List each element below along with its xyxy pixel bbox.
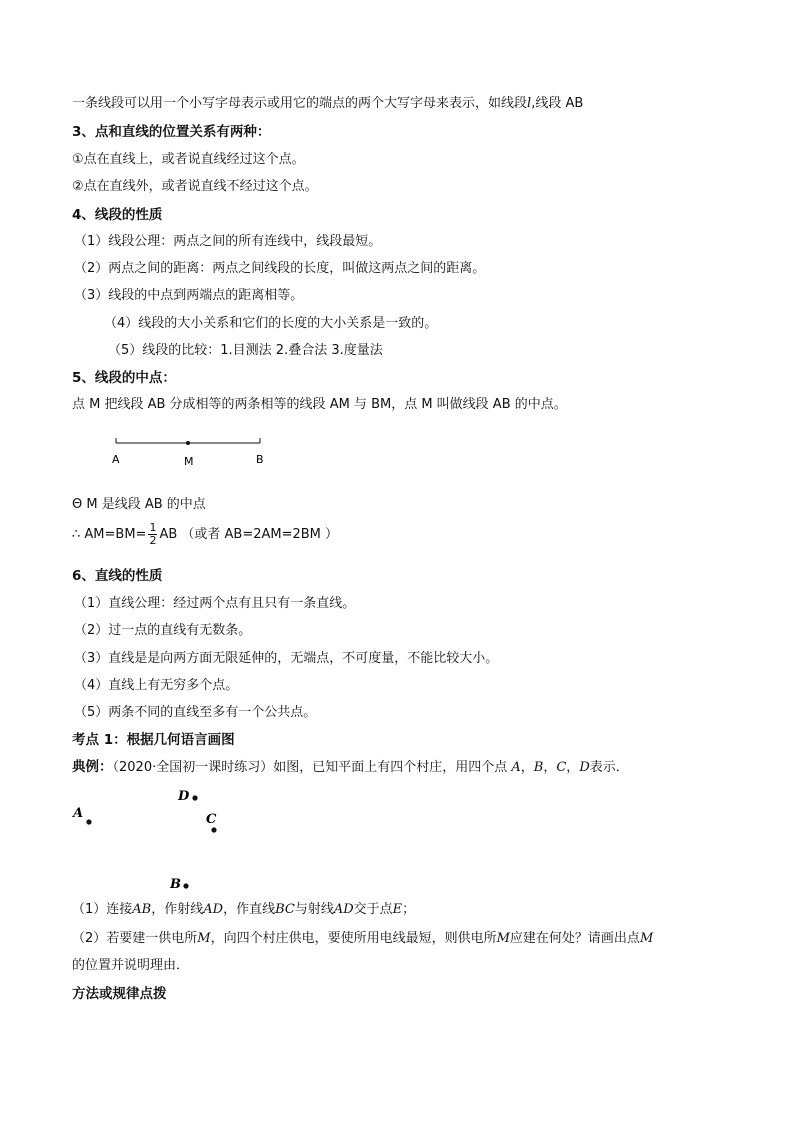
- label-c: C: [206, 812, 217, 827]
- section6-heading: 6、直线的性质: [72, 568, 163, 584]
- section3-heading: 3、点和直线的位置关系有两种：: [72, 124, 271, 140]
- section4-item-3: （3）线段的中点到两端点的距离相等。: [74, 288, 304, 303]
- point-a: [86, 819, 91, 824]
- point-c: [211, 827, 216, 832]
- section4-item-4: （4）线段的大小关系和它们的长度的大小关系是一致的。: [104, 316, 438, 331]
- section6-item-1: （1）直线公理：经过两个点有且只有一条直线。: [74, 596, 356, 611]
- midpoint-m-dot: [186, 441, 190, 445]
- label-d: D: [178, 789, 190, 804]
- label-a-village: A: [73, 806, 84, 821]
- label-m: M: [184, 455, 194, 468]
- question-2: （2）若要建一供电所M，向四个村庄供电，要使所用电线最短，则供电所M应建在何处？请画出点M: [72, 931, 654, 946]
- section4-item-5: （5）线段的比较：1.目测法 2.叠合法 3.度量法: [108, 343, 383, 358]
- point-d: [192, 795, 197, 800]
- fraction-half: $\frac{1}{2}$: [149, 521, 157, 547]
- midpoint-conclusion: ∴ AM=BM= $\frac{1}{2}$ AB （或者 AB=2AM=2BM ）: [72, 521, 339, 547]
- intro-line: 一条线段可以用一个小写字母表示或用它的端点的两个大写字母来表示，如线段l,线段 AB: [72, 96, 584, 111]
- section5-heading: 5、线段的中点：: [72, 370, 176, 386]
- segment-figure: [108, 433, 278, 473]
- section6-item-4: （4）直线上有无穷多个点。: [74, 678, 239, 693]
- label-a: A: [112, 453, 120, 466]
- label-b: B: [256, 453, 264, 466]
- section4-heading: 4、线段的性质: [72, 207, 163, 223]
- section5-text: 点 M 把线段 AB 分成相等的两条相等的线段 AM 与 BM，点 M 叫做线段 AB 的中点。: [72, 397, 567, 412]
- section6-item-5: （5）两条不同的直线至多有一个公共点。: [74, 705, 317, 720]
- midpoint-reason: Θ M 是线段 AB 的中点: [72, 497, 206, 512]
- kaodian-heading: 考点 1：根据几何语言画图: [72, 732, 235, 748]
- section4-item-1: （1）线段公理：两点之间的所有连线中，线段最短。: [74, 234, 382, 249]
- example-line: 典例：（2020·全国初一课时练习）如图，已知平面上有四个村庄，用四个点 A，B，C，D表示．: [72, 759, 629, 775]
- villages-figure: [64, 782, 244, 894]
- section6-item-2: （2）过一点的直线有无数条。: [74, 623, 252, 638]
- section3-item-1: ①点在直线上，或者说直线经过这个点。: [72, 152, 305, 167]
- section3-item-2: ②点在直线外，或者说直线不经过这个点。: [72, 179, 318, 194]
- section6-item-3: （3）直线是是向两方面无限延伸的，无端点，不可度量，不能比较大小。: [74, 651, 499, 666]
- method-heading: 方法或规律点拨: [72, 986, 167, 1002]
- section4-item-2: （2）两点之间的距离：两点之间线段的长度，叫做这两点之间的距离。: [74, 261, 486, 276]
- point-b: [183, 883, 188, 888]
- label-b-village: B: [170, 877, 181, 892]
- question-2-cont: 的位置并说明理由．: [72, 958, 190, 973]
- question-1: （1）连接AB，作射线AD，作直线BC与射线AD交于点E；: [72, 902, 416, 917]
